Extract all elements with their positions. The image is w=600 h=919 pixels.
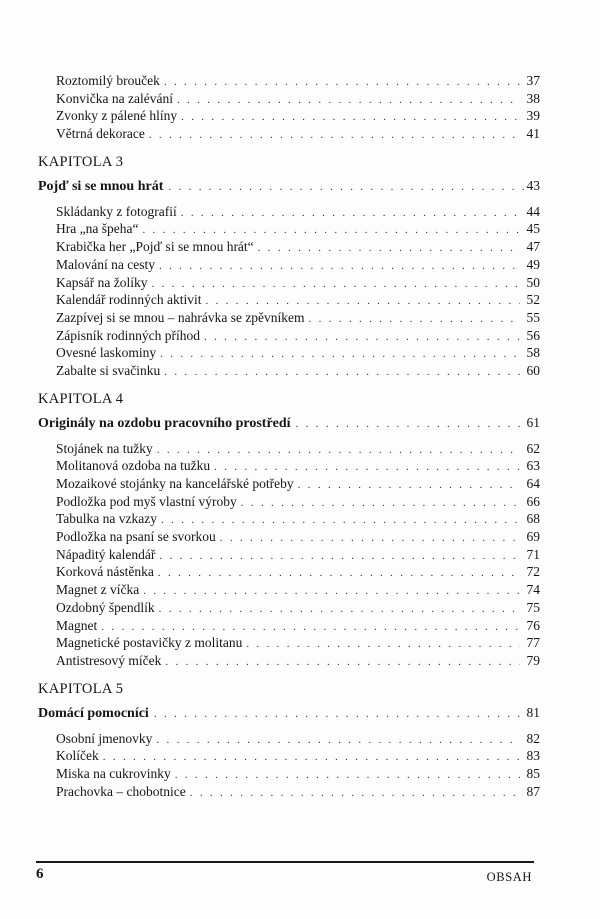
toc-entry-page: 62 xyxy=(526,440,540,456)
toc-entry-page: 79 xyxy=(526,652,540,668)
toc-entry xyxy=(38,581,540,599)
dot-leader xyxy=(309,311,520,329)
dot-leader xyxy=(159,258,520,276)
toc-entry-page: 69 xyxy=(526,529,540,545)
toc-entry-page: 38 xyxy=(526,90,540,106)
toc-entry-page: 63 xyxy=(526,458,540,474)
toc-entry xyxy=(38,765,540,783)
toc-entry xyxy=(38,652,540,670)
dot-leader xyxy=(151,276,520,294)
dot-leader xyxy=(220,530,520,548)
toc-entry-page: 41 xyxy=(526,126,540,142)
toc-entry xyxy=(38,90,540,108)
toc-entry-title: Miska na cukrovinky xyxy=(56,765,171,781)
toc-entry xyxy=(38,291,540,309)
toc-entry xyxy=(38,634,540,652)
toc-entry-page: 82 xyxy=(526,730,540,746)
toc-entry-title: Kolíček xyxy=(56,748,99,764)
toc-entry-page: 58 xyxy=(526,345,540,361)
toc-entry xyxy=(38,72,540,90)
dot-leader xyxy=(181,205,520,223)
toc-entry-title: Mozaikové stojánky na kancelářské potřeby xyxy=(56,476,294,491)
toc-entry-title: Kapsář na žolíky xyxy=(56,274,148,290)
toc-entry-page: 77 xyxy=(526,635,540,651)
toc-entry xyxy=(38,747,540,765)
toc-entry-title: Podložka pod myš vlastní výroby xyxy=(56,493,237,509)
toc-entry-page: 64 xyxy=(526,476,540,491)
toc-entry-title: Antistresový míček xyxy=(56,652,162,668)
dot-leader xyxy=(156,732,520,750)
toc-entry-title: Tabulka na vzkazy xyxy=(56,511,158,527)
toc-entry-title: Prachovka – chobotnice xyxy=(56,783,186,799)
toc-entry xyxy=(38,599,540,617)
dot-leader xyxy=(159,548,520,566)
dot-leader xyxy=(241,495,520,513)
toc-entry xyxy=(38,220,540,238)
dot-leader xyxy=(258,240,520,258)
toc-entry xyxy=(38,475,540,493)
toc-entry xyxy=(38,617,540,635)
dot-leader xyxy=(143,583,520,601)
dot-leader xyxy=(164,364,520,382)
toc-entry-title: Magnet xyxy=(56,617,98,633)
toc-entry-title: Stojánek na tužky xyxy=(56,440,153,456)
dot-leader xyxy=(168,176,524,198)
toc-entry xyxy=(38,362,540,380)
toc-entry-page: 44 xyxy=(526,203,540,219)
toc-entry-title: Nápaditý kalendář xyxy=(56,546,156,562)
chapter-label: KAPITOLA 5 xyxy=(38,680,124,697)
toc-entry xyxy=(38,783,540,801)
toc-entry xyxy=(38,327,540,345)
toc-entry-title: Zazpívej si se mnou – nahrávka se zpěvníkem xyxy=(56,309,305,325)
dot-leader xyxy=(154,703,525,725)
dot-leader xyxy=(190,785,520,803)
toc-entry-page: 56 xyxy=(526,327,540,343)
chapter-title xyxy=(38,175,540,197)
toc-entry-title: Konvička na zalévání xyxy=(56,90,173,106)
toc-entry-title: Skládanky z fotografií xyxy=(56,203,177,219)
dot-leader xyxy=(175,767,520,785)
dot-leader xyxy=(296,413,525,435)
toc-entry-page: 55 xyxy=(526,309,540,325)
toc-entry xyxy=(38,563,540,581)
toc-entry-page: 85 xyxy=(526,765,540,781)
chapter-title xyxy=(38,702,540,724)
toc-entry-page: 45 xyxy=(526,221,540,237)
toc-entry-page: 50 xyxy=(526,274,540,290)
dot-leader xyxy=(149,127,520,145)
toc-entry-title: Malování na cesty xyxy=(56,256,155,272)
dot-leader xyxy=(181,109,520,127)
dot-leader xyxy=(165,654,520,672)
toc-entry-title: Roztomilý brouček xyxy=(56,73,160,88)
toc-entry-page: 71 xyxy=(526,546,540,562)
toc-entry-page: 83 xyxy=(526,748,540,764)
toc-entry-page: 39 xyxy=(526,108,540,124)
chapter-label: KAPITOLA 3 xyxy=(38,153,124,170)
toc-entry xyxy=(38,440,540,458)
toc-entry-title: Osobní jmenovky xyxy=(56,730,153,746)
chapter-page: 81 xyxy=(526,704,540,720)
dot-leader xyxy=(164,74,520,92)
toc-entry-title: Molitanová ozdoba na tužku xyxy=(56,458,211,474)
toc-entry xyxy=(38,256,540,274)
dot-leader xyxy=(246,636,520,654)
toc-entry xyxy=(38,528,540,546)
chapter-page: 61 xyxy=(526,414,540,430)
toc-entry xyxy=(38,309,540,327)
toc-entry xyxy=(38,203,540,221)
toc-entry-page: 74 xyxy=(526,582,540,598)
toc-entry-page: 60 xyxy=(526,362,540,378)
toc-entry xyxy=(38,493,540,511)
toc-entry-title: Ozdobný špendlík xyxy=(56,599,155,615)
toc-entry xyxy=(38,457,540,475)
toc-entry-title: Zápisník rodinných příhod xyxy=(56,327,200,343)
running-title: OBSAH xyxy=(486,870,532,884)
dot-leader xyxy=(298,477,520,495)
dot-leader xyxy=(159,601,520,619)
toc-entry-page: 76 xyxy=(526,617,540,633)
toc-entry-title: Větrná dekorace xyxy=(56,126,145,142)
dot-leader xyxy=(158,565,520,583)
toc-entry-page: 68 xyxy=(526,511,540,527)
toc-entry-title: Magnet z víčka xyxy=(56,582,140,598)
chapter-title-text: Domácí pomocníci xyxy=(38,705,149,721)
dot-leader xyxy=(204,329,520,347)
toc-entry-title: Magnetické postavičky z molitanu xyxy=(56,635,243,651)
toc-entry-title: Podložka na psaní se svorkou xyxy=(56,529,216,545)
toc-entry-page: 72 xyxy=(526,564,540,580)
toc-entry xyxy=(38,274,540,292)
toc-entry-title: Hra „na špeha“ xyxy=(56,221,139,237)
toc-entry xyxy=(38,510,540,528)
toc-entry xyxy=(38,344,540,362)
toc-entry-page: 52 xyxy=(526,292,540,308)
chapter-title-text: Originály na ozdobu pracovního prostředí xyxy=(38,415,291,431)
chapter-title xyxy=(38,412,540,434)
dot-leader xyxy=(160,346,520,364)
toc-entry-page: 37 xyxy=(526,73,540,88)
toc-entry xyxy=(38,107,540,125)
toc-entry xyxy=(38,238,540,256)
toc-entry-page: 66 xyxy=(526,493,540,509)
toc-entry-page: 87 xyxy=(526,783,540,799)
toc-entry-title: Krabička her „Pojď si se mnou hrát“ xyxy=(56,239,254,255)
dot-leader xyxy=(177,92,520,110)
chapter-label: KAPITOLA 4 xyxy=(38,390,124,407)
toc-entry-title: Zvonky z pálené hlíny xyxy=(56,108,178,124)
toc-entry-page: 75 xyxy=(526,599,540,615)
toc-entry xyxy=(38,125,540,143)
toc-entry-title: Korková nástěnka xyxy=(56,564,154,580)
chapter-title-text: Pojď si se mnou hrát xyxy=(38,178,164,194)
chapter-page: 43 xyxy=(526,177,540,193)
toc-entry-title: Zabalte si svačinku xyxy=(56,362,161,378)
toc-entry-title: Ovesné laskominy xyxy=(56,345,157,361)
toc-entry xyxy=(38,730,540,748)
table-of-contents xyxy=(38,72,540,800)
page-number: 6 xyxy=(36,866,44,882)
toc-entry-title: Kalendář rodinných aktivit xyxy=(56,292,202,308)
footer-rule xyxy=(36,861,534,863)
toc-entry-page: 47 xyxy=(526,239,540,255)
toc-entry xyxy=(38,546,540,564)
toc-entry-page: 49 xyxy=(526,256,540,272)
